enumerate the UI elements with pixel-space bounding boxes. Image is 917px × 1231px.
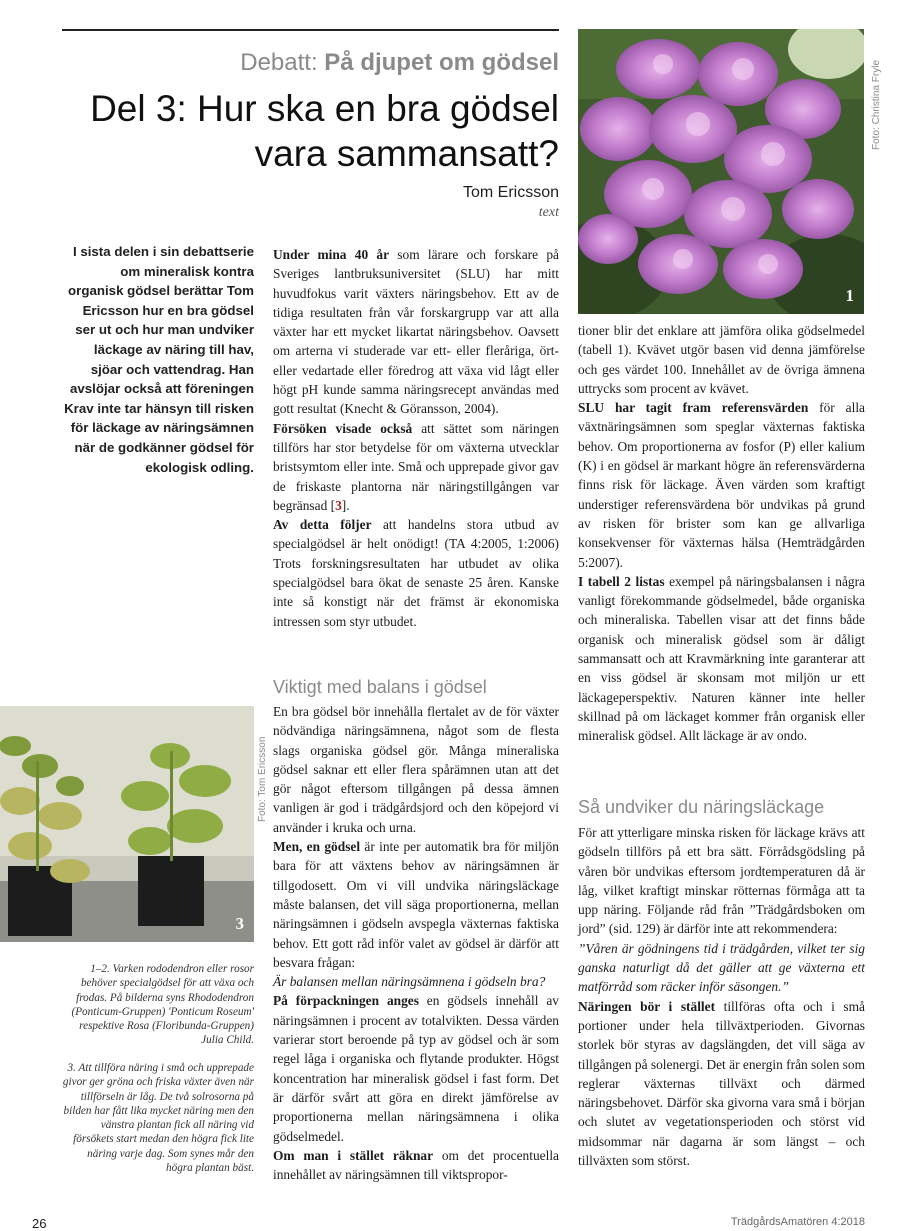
body-column-1	[273, 245, 559, 631]
body-column-2	[578, 321, 865, 746]
paragraph: Näringen bör i stället tillföras ofta och i små portioner under hela tillväxtperioden. Givornas storlek bör styras av dagslängden, det vill säga av tillgången på solenergi. Det är energin från solen som reglerar växternas tillväxt och därmed näringsbehovet. Därför ska givorna vara små i början och slutet av vegetationsperioden och störst vid midsommar när dagarna är som längst – och tillväxten som störst.	[578, 998, 865, 1169]
photo-credit-1: Foto: Christina Fryle	[871, 59, 882, 150]
top-rule	[62, 29, 559, 31]
section-heading-lackage: Så undviker du näringsläckage	[578, 797, 825, 817]
caption-3: 3. Att tillföra näring i små och upprepade givor ger gröna och friska växter även när tillförseln är låg. De två solrosorna på bilden har fått lika mycket näring men den vänstra plantan fick all näring vid försökets start medan den högra fick lite näring varje dag. Som synes mår den högra plantan bäst.	[62, 1062, 254, 1175]
sunflower-photo	[0, 706, 254, 942]
paragraph: För att ytterligare minska risken för läckage krävs att gödseln tillförs på ett bra sätt. Förrådsgödsling på våren bör undvikas eftersom jordtemperaturen då är låg, vilket kraftigt minskar rötternas förmåga att ta upp näring. Följande råd från ”Trädgårdsboken om jord” (sid. 129) är därför inte att rekommendera:	[578, 825, 865, 937]
paragraph: Av detta följer att handelns stora utbud av specialgödsel är helt onödigt! (TA 4:2005, 1:2006) Trots forskningsresultaten har utbudet av olika specialgödsel bara ökat de senaste 25 åren. Kanske inte så konstigt när det främst är ekonomiska intressen som styr utbudet.	[273, 517, 559, 629]
photo-credit-3: Foto: Tom Ericsson	[257, 736, 268, 822]
body-column-1b	[273, 702, 559, 1184]
photo-number-3: 3	[235, 914, 244, 933]
caption-1-2: 1–2. Varken rododendron eller rosor behöver specialgödsel för att växa och frodas. På bilderna syns Rhododendron (Ponticum-Gruppen) 'Ponticum Roseum' respektive Rosa (Floribunda-Gruppen) Julia Child.	[71, 963, 254, 1047]
paragraph: tioner blir det enklare att jämföra olika gödselmedel (tabell 1). Kvävet utgör basen vid denna jämförelse och ges värdet 100. Innehållet av de övriga ämnena uttrycks som procent av kvävet.	[578, 323, 865, 396]
photo-number-1: 1	[845, 286, 854, 305]
page-number: 26	[32, 1216, 47, 1231]
author-role: text	[538, 205, 559, 220]
paragraph: Under mina 40 år som lärare och forskare på Sveriges lantbruksuniversitet (SLU) har mitt huvudfokus varit växters näringsbehov. Ett av de tidiga resultaten från vår forskargrupp var att alla växter har ett mycket likartat näringsbehov. Oavsett om arterna vi studerade var ett- eller fleråriga, ört- eller vedartade eller föredrog att växa vid lågt eller högt pH kunde samma näringsrecept användas med gott resultat (Knecht & Göransson, 2004).	[273, 247, 559, 417]
magazine-footer: TrädgårdsAmatören 4:2018	[730, 1216, 865, 1228]
paragraph: Försöken visade också att sättet som näringen tillförs har stor betydelse för om växterna utvecklar bristsymtom eller inte. Små och upprepade givor gav de friskaste plantorna när näringstillgången var begränsad [3].	[273, 420, 559, 513]
kicker: Debatt: På djupet om gödsel	[240, 49, 559, 76]
rhododendron-photo	[578, 29, 864, 314]
paragraph: SLU har tagit fram referensvärden för alla växtnäringsämnen som speglar växternas faktiska behov. Om proportionerna av fosfor (P) eller kalium (K) i en gödsel är markant högre än referensvärderna finns risk för läckage. Även värden som kraftigt understiger referensvärdena bör undvikas på grund av risken för brister som kan ge allvarliga konsekvenser för växternas hälsa (Hemträdgården 5:2007).	[578, 400, 865, 570]
paragraph: På förpackningen anges en gödsels innehåll av näringsämnen i procent av totalvikten. Dessa värden varierar stort beroende på typ av gödsel och är som regel låga i organiska och flytande produkter. Högst koncentration har mineralisk gödsel i fast form. Det är därför svårt att göra en direkt jämförelse av proportionerna mellan näringsämnena i olika gödselmedel.	[273, 993, 559, 1144]
paragraph: I tabell 2 listas exempel på näringsbalansen i några vanligt förekommande gödselmedel, både organiska och mineraliska. Tabellen visar att det finns både organisk och mineralisk gödsel som är dåligt sammansatt och att Kravmärkning inte garanterar att en viss gödsel är skonsam mot miljön ur ett läckageperspektiv. Naturen känner inte heller skillnad på om läckaget kommer från organisk eller mineralisk gödsel. Allt läckage är av ondo.	[578, 573, 865, 744]
author-name: Tom Ericsson	[462, 184, 559, 201]
section-heading-balans: Viktigt med balans i gödsel	[273, 677, 487, 697]
body-column-2b	[578, 823, 865, 1170]
paragraph: Men, en gödsel är inte per automatik bra för miljön bara för att växtens behov av näringsämnen är tillgodosett. Om vi vill undvika näringsläckage måste balansen, det vill säga proportionerna, mellan näringsämnen i gödseln avspegla växternas faktiska behov. Ett gott råd inför valet av gödsel är därför att besvara frågan:	[273, 839, 559, 970]
article-title: Del 3: Hur ska en bra gödsel vara sammansatt?	[90, 88, 559, 174]
quote: ”Våren är gödningens tid i trädgården, vilket ter sig ganska naturligt då det gäller att ge växterna ett matförråd som räcker inför säsongen.”	[578, 940, 865, 995]
question: Är balansen mellan näringsämnena i gödseln bra?	[273, 974, 546, 990]
intro-text: I sista delen i sin debattserie om mineralisk kontra organisk gödsel berättar Tom Ericsson hur en bra gödsel ser ut och hur man undviker läckage av näring till hav, sjöar och vattendrag. Han avslöjar också att föreningen Krav inte tar hänsyn till risken för läckage av näringsämnen när de godkänner gödsel för ekologisk odling.	[64, 244, 254, 475]
paragraph: Om man i stället räknar om det procentuella innehållet av näringsämnen till viktspropor-	[273, 1147, 559, 1183]
paragraph: En bra gödsel bör innehålla flertalet av de för växter nödvändiga näringsämnena, något som de flesta slags organiska gödsel gör. Många mineraliska gödsel saknar ett eller flera spårämnen utan att det gör något eftersom tillgången på dessa ämnen vanligen är god i trädgårdsjord och den köpejord vi använder i kruka och urna.	[273, 704, 559, 835]
